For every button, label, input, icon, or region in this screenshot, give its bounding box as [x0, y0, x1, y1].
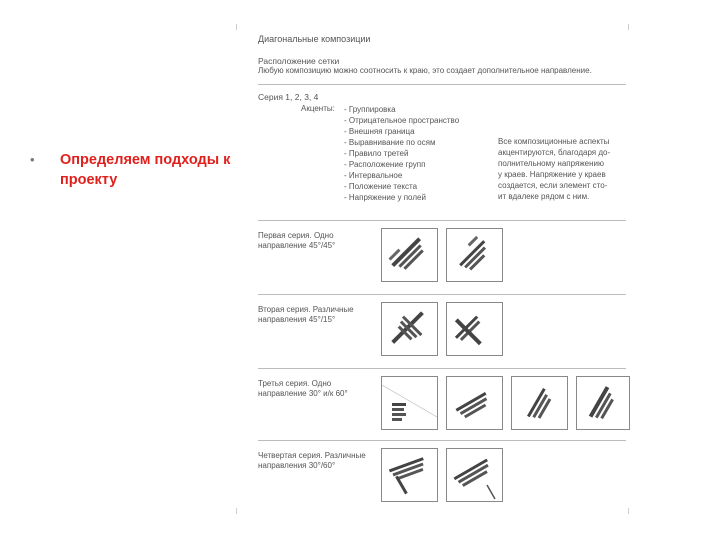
- doc-heading: Диагональные композиции: [258, 34, 371, 44]
- doc-intro: Любую композицию можно соотносить к краю, это создает дополнительное направление.: [258, 66, 592, 75]
- accents-label: Акценты:: [301, 104, 335, 113]
- crop-mark: [236, 24, 237, 30]
- crop-mark: [628, 508, 629, 514]
- list-item: - Выравнивание по осям: [344, 138, 436, 147]
- list-item: - Расположение групп: [344, 160, 426, 169]
- note-line: ит вдалеке рядом с ним.: [498, 192, 590, 201]
- series-title: Серия 1, 2, 3, 4: [258, 92, 319, 102]
- bullet-text: Определяем подходы к проекту: [60, 152, 231, 188]
- accents-list: [344, 104, 459, 203]
- list-item: - Интервальное: [344, 171, 403, 180]
- note-line: создается, если элемент сто-: [498, 181, 608, 190]
- list-item: - Правило третей: [344, 149, 409, 158]
- series-3-thumb-3: [511, 376, 568, 430]
- series-4-thumb-2: [446, 448, 503, 502]
- list-item: - Напряжение у полей: [344, 193, 426, 202]
- series-4-label: Четвертая серия. Различные направления 30°/60°: [258, 451, 366, 470]
- rule: [258, 368, 626, 369]
- note-line: акцентируются, благодаря до-: [498, 148, 611, 157]
- series-1-label: Первая серия. Одно направление 45°/45°: [258, 231, 336, 250]
- note-line: Все композиционные аспекты: [498, 137, 610, 146]
- series-1-thumb-1: [381, 228, 438, 282]
- series-2-thumb-2: [446, 302, 503, 356]
- series-3-thumb-4: [576, 376, 630, 430]
- series-3-label: Третья серия. Одно направление 30° и/к 60°: [258, 379, 348, 398]
- note-line: полнительному напряжению: [498, 159, 605, 168]
- scanned-page: [236, 24, 632, 514]
- bullet-dot: •: [30, 152, 35, 167]
- list-item: - Отрицательное пространство: [344, 116, 460, 125]
- note-line: у краев. Напряжение у краев: [498, 170, 606, 179]
- series-4-thumb-1: [381, 448, 438, 502]
- series-3-thumb-1: [381, 376, 438, 430]
- crop-mark: [236, 508, 237, 514]
- rule: [258, 294, 626, 295]
- list-item: - Группировка: [344, 105, 396, 114]
- rule: [258, 84, 626, 85]
- series-2-thumb-1: [381, 302, 438, 356]
- list-item: - Внешняя граница: [344, 127, 415, 136]
- crop-mark: [628, 24, 629, 30]
- list-item: - Положение текста: [344, 182, 418, 191]
- series-3-thumb-2: [446, 376, 503, 430]
- series-1-thumb-2: [446, 228, 503, 282]
- doc-subheading: Расположение сетки: [258, 56, 340, 66]
- rule: [258, 220, 626, 221]
- note-block: [498, 136, 610, 202]
- series-2-label: Вторая серия. Различные направления 45°/15°: [258, 305, 354, 324]
- rule: [258, 440, 626, 441]
